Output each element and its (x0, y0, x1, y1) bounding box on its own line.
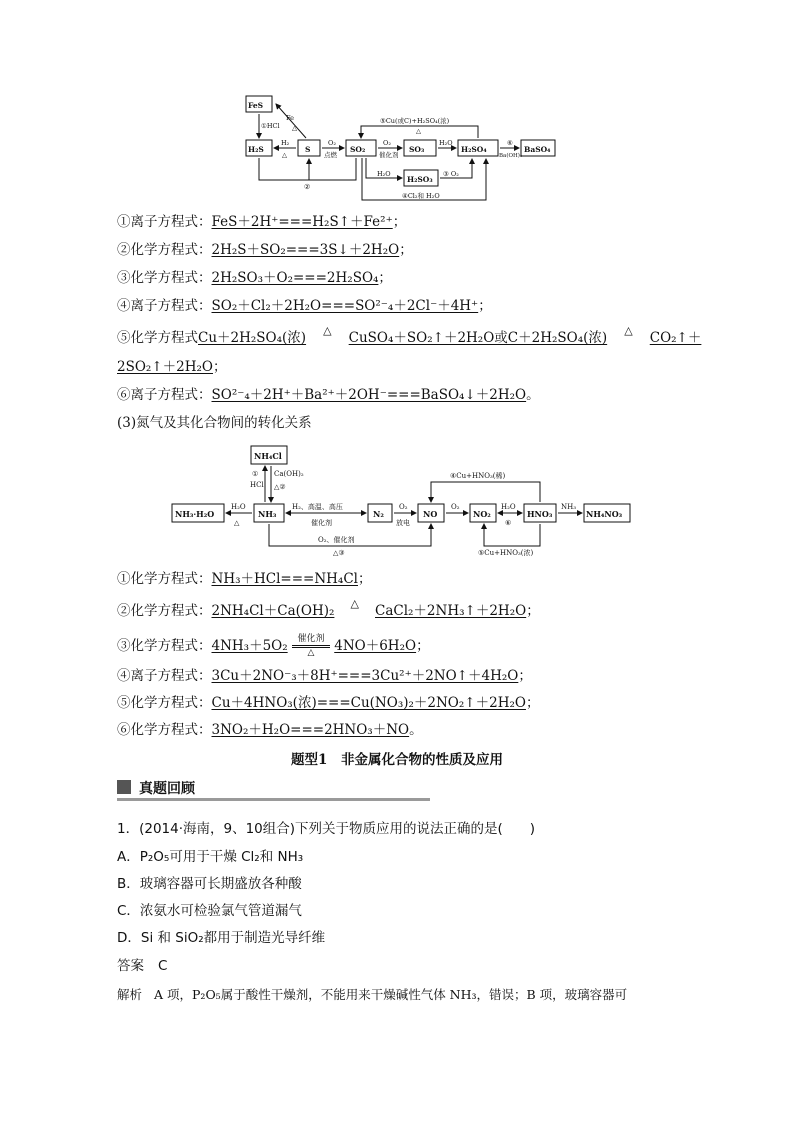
label-h2o-delta: △ (234, 519, 240, 527)
eq-end: 。 (526, 387, 540, 403)
label-burn: 点燃 (324, 151, 337, 159)
node-n2: N₂ (373, 509, 384, 519)
sulfur-eq-4 (117, 297, 492, 315)
eq-condition: △ (323, 324, 332, 337)
node-no: NO (423, 509, 438, 519)
eq-end: ； (392, 214, 407, 230)
label-cu-conc: ⑤Cu+HNO₃(浓) (478, 549, 534, 557)
node-h2s-label: H₂S (248, 145, 264, 154)
label-h2o-top: H₂O (439, 139, 453, 147)
eq-body: 2H₂S＋SO₂===3S↓＋2H₂O (211, 242, 400, 258)
nitrogen-eq-6 (117, 721, 423, 739)
eq-end: ； (399, 242, 413, 258)
label-h2o: H₂O (231, 503, 246, 511)
eq-end: ； (416, 638, 430, 654)
eq-label: ⑥化学方程式： (117, 722, 212, 738)
node-so3-label: SO₃ (409, 145, 425, 154)
label-top-delta: △ (416, 127, 421, 135)
nitrogen-conversion-diagram (168, 442, 638, 560)
label-nh3b: NH₃ (561, 503, 577, 511)
eq-label: ④离子方程式： (117, 668, 212, 684)
node-no2: NO₂ (473, 509, 491, 519)
node-so2-label: SO₂ (350, 145, 366, 154)
eq-condition-2: △ (624, 324, 633, 337)
label-cl2: ④Cl₂和 H₂O (402, 192, 440, 200)
label-cat: 催化剂 (311, 519, 332, 527)
eq-end: ； (358, 571, 372, 587)
label-cat: 催化剂 (379, 151, 399, 159)
label-baoh2: Ba(OH)₂ (499, 153, 523, 159)
node-fes-label: FeS (248, 101, 264, 110)
node-hno3: HNO₃ (527, 509, 553, 519)
label-cu-dilute: ④Cu+HNO₃(稀) (450, 472, 506, 480)
label-hcl: HCl (250, 481, 264, 489)
label-caoh2: Ca(OH)₂ (274, 470, 304, 478)
option-c: C．浓氨水可检验氯气管道漏气 (117, 903, 302, 919)
node-h2so3-label: H₂SO₃ (407, 175, 433, 184)
label-h2o-b: H₂O (501, 503, 516, 511)
eq-body: 3Cu＋2NO⁻₃＋8H⁺===3Cu²⁺＋2NO↑＋4H₂O (211, 668, 519, 684)
label-step2: ② (304, 183, 311, 191)
section-title: 题型1 非金属化合物的性质及应用 (291, 752, 503, 768)
label-o2b: O₂ (451, 503, 460, 511)
sulfur-eq-5 (117, 324, 702, 348)
eq-label: ②化学方程式： (117, 603, 212, 619)
eq-body: 3NO₂＋H₂O===2HNO₃＋NO (211, 722, 410, 738)
eq-label: ①离子方程式： (117, 214, 212, 230)
eq-label: ①化学方程式： (117, 571, 212, 587)
label-h2: H₂ (281, 139, 290, 147)
label-o2-cat: O₂、催化剂 (318, 536, 355, 544)
eq-end: 。 (409, 722, 423, 738)
node-h2so4-label: H₂SO₄ (461, 145, 487, 154)
sulfur-conversion-diagram (240, 92, 560, 204)
node-nh4cl: NH₄Cl (254, 451, 282, 461)
heading-marker-icon (117, 780, 131, 794)
label-o2: O₂ (399, 503, 408, 511)
eq-body-b: 4NO＋6H₂O (334, 638, 417, 654)
option-a: A．P₂O₅可用于干燥 Cl₂和 NH₃ (117, 849, 304, 865)
label-h2-delta: △ (282, 151, 287, 159)
eq-condition-top: 催化剂 (297, 634, 325, 644)
eq-body: NH₃＋HCl===NH₄Cl (211, 571, 358, 587)
eq-end: ； (212, 359, 227, 375)
label-top: ⑤Cu(或C)+H₂SO₄(浓) (380, 117, 450, 125)
node-nh4no3: NH₄NO₃ (586, 509, 623, 519)
eq-end: ； (526, 603, 540, 619)
label-o2-low: ③ O₂ (443, 170, 459, 178)
eq-body: SO₂＋Cl₂＋2H₂O===SO²⁻₄＋2Cl⁻＋4H⁺ (211, 298, 479, 314)
nitrogen-eq-4 (117, 667, 532, 685)
eq-body-a: 4NH₃＋5O₂ (211, 638, 288, 654)
option-d: D．Si 和 SiO₂都用于制造光导纤维 (117, 930, 326, 946)
eq-body: 2H₂SO₃＋O₂===2H₂SO₄ (211, 270, 379, 286)
eq-body-b: CaCl₂＋2NH₃↑＋2H₂O (375, 603, 527, 619)
label-delta-3: △③ (333, 549, 345, 557)
node-nh3h2o: NH₃·H₂O (175, 509, 215, 519)
label-fe-delta: △ (292, 124, 297, 132)
review-heading-bar (117, 778, 430, 802)
eq-end: ； (518, 668, 532, 684)
explanation-line (117, 985, 682, 1003)
question-stem: 1．(2014·海南，9、10组合)下列关于物质应用的说法正确的是( ) (117, 821, 536, 837)
eq-body-c: CO₂↑＋ (649, 330, 702, 346)
node-s-label: S (305, 145, 311, 154)
eq-end: ； (378, 270, 392, 286)
label-step6: ⑥ (505, 519, 512, 527)
explain-text: A 项，P₂O₅属于酸性干燥剂，不能用来干燥碱性气体 NH₃，错误；B 项，玻璃容器可 (154, 987, 628, 1002)
answer-line (117, 957, 167, 975)
nitrogen-eq-3 (117, 635, 430, 658)
sulfur-eq-2 (117, 241, 413, 259)
nitrogen-eq-5 (117, 694, 539, 712)
label-delta-2: △② (274, 483, 286, 491)
eq-label: ③化学方程式： (117, 270, 212, 286)
label-fe: Fe (286, 114, 295, 122)
explain-label: 解析 (117, 987, 143, 1002)
sulfur-eq-1 (117, 213, 406, 231)
option-b: B．玻璃容器可长期盛放各种酸 (117, 876, 302, 892)
eq-end: ； (525, 695, 540, 711)
eq-condition: △ (350, 597, 359, 610)
node-baso4-label: BaSO₄ (524, 145, 551, 154)
sulfur-eq-5-cont (117, 358, 226, 376)
eq-label: ⑤化学方程式 (117, 330, 198, 346)
eq-body-b: CuSO₄＋SO₂↑＋2H₂O或C＋2H₂SO₄(浓) (348, 330, 608, 346)
eq-end: ； (478, 298, 492, 314)
sulfur-eq-6 (117, 386, 540, 404)
eq-label: ⑥离子方程式： (117, 387, 212, 403)
eq-label: ③化学方程式： (117, 638, 212, 654)
eq-body: SO²⁻₄＋2H⁺＋Ba²⁺＋2OH⁻===BaSO₄↓＋2H₂O (211, 387, 527, 403)
answer-value: C (158, 958, 168, 974)
label-discharge: 放电 (396, 519, 410, 527)
section-3-heading: (3)氮气及其化合物间的转化关系 (117, 415, 312, 431)
label-h2-conditions: H₂、高温、高压 (292, 503, 343, 511)
eq-label: ⑤化学方程式： (117, 695, 212, 711)
label-step1: ① (252, 470, 259, 478)
answer-label: 答案 (117, 958, 144, 974)
label-h2o-low: H₂O (377, 170, 391, 178)
eq-body: FeS＋2H⁺===H₂S↑＋Fe²⁺ (211, 214, 393, 230)
eq-body: Cu＋4HNO₃(浓)===Cu(NO₃)₂＋2NO₂↑＋2H₂O (211, 695, 526, 711)
eq-label: ②化学方程式： (117, 242, 212, 258)
node-nh3: NH₃ (258, 509, 277, 519)
eq-label: ④离子方程式： (117, 298, 212, 314)
label-o2-cat: O₂ (383, 139, 391, 147)
label-hcl: ①HCl (261, 122, 280, 130)
label-step6: ⑥ (507, 139, 513, 147)
nitrogen-eq-2 (117, 597, 540, 621)
heading-rule (117, 798, 430, 801)
eq-body-a: 2NH₄Cl＋Ca(OH)₂ (211, 603, 335, 619)
eq-condition-bottom: △ (307, 648, 315, 658)
eq-body-d: 2SO₂↑＋2H₂O (117, 359, 213, 375)
review-heading: 真题回顾 (139, 781, 195, 797)
label-o2-burn: O₂ (328, 139, 336, 147)
nitrogen-eq-1 (117, 570, 372, 588)
eq-body-a: Cu＋2H₂SO₄(浓) (198, 330, 307, 346)
sulfur-eq-3 (117, 269, 392, 287)
